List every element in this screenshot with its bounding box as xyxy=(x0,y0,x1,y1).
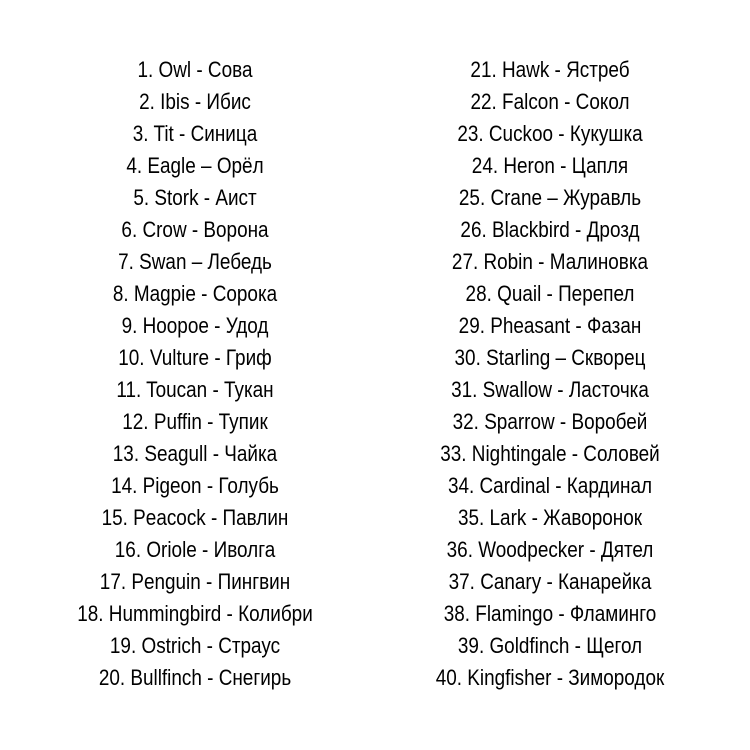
right-word-column xyxy=(400,54,700,694)
word-pair-item: 23. Cuckoo - Кукушка xyxy=(457,121,643,146)
word-pair-item: 29. Pheasant - Фазан xyxy=(458,313,642,338)
word-pair-item: 17. Penguin - Пингвин xyxy=(99,569,291,594)
word-pair-item: 27. Robin - Малиновка xyxy=(451,249,649,274)
word-pair-item: 7. Swan – Лебедь xyxy=(118,249,272,274)
word-pair-item: 39. Goldfinch - Щегол xyxy=(457,633,643,658)
word-pair-item: 9. Hoopoe - Удод xyxy=(121,313,269,338)
word-pair-item: 25. Crane – Журавль xyxy=(458,185,642,210)
word-pair-item: 1. Owl - Сова xyxy=(137,57,253,82)
word-pair-item: 35. Lark - Жаворонок xyxy=(457,505,643,530)
word-pair-item: 30. Starling – Скворец xyxy=(454,345,646,370)
word-pair-item: 4. Eagle – Орёл xyxy=(126,153,264,178)
word-pair-item: 11. Toucan - Тукан xyxy=(116,377,274,402)
word-pair-item: 2. Ibis - Ибис xyxy=(139,89,251,114)
word-pair-item: 22. Falcon - Сокол xyxy=(470,89,630,114)
word-pair-item: 28. Quail - Перепел xyxy=(465,281,635,306)
word-pair-item: 26. Blackbird - Дрозд xyxy=(460,217,640,242)
word-pair-item: 31. Swallow - Ласточка xyxy=(451,377,649,402)
word-pair-item: 3. Tit - Синица xyxy=(132,121,258,146)
word-pair-item: 12. Puffin - Тупик xyxy=(122,409,268,434)
word-pair-item: 5. Stork - Аист xyxy=(133,185,257,210)
word-pair-item: 6. Crow - Ворона xyxy=(121,217,269,242)
word-pair-item: 16. Oriole - Иволга xyxy=(114,537,276,562)
word-pair-item: 40. Kingfisher - Зимородок xyxy=(435,665,665,690)
word-pair-item: 18. Hummingbird - Колибри xyxy=(77,601,313,626)
word-pair-item: 36. Woodpecker - Дятел xyxy=(446,537,654,562)
word-pair-item: 10. Vulture - Гриф xyxy=(118,345,272,370)
word-pair-item: 21. Hawk - Ястреб xyxy=(470,57,630,82)
word-pair-item: 15. Peacock - Павлин xyxy=(101,505,289,530)
word-pair-item: 34. Cardinal - Кардинал xyxy=(447,473,653,498)
word-pair-item: 38. Flamingo - Фламинго xyxy=(443,601,657,626)
word-pair-item: 20. Bullfinch - Снегирь xyxy=(98,665,292,690)
word-pair-item: 24. Heron - Цапля xyxy=(471,153,629,178)
word-pair-item: 8. Magpie - Сорока xyxy=(112,281,278,306)
word-pair-item: 19. Ostrich - Страус xyxy=(109,633,281,658)
left-word-column xyxy=(35,54,355,694)
word-pair-item: 32. Sparrow - Воробей xyxy=(452,409,648,434)
word-pair-item: 14. Pigeon - Голубь xyxy=(111,473,279,498)
word-pair-item: 13. Seagull - Чайка xyxy=(112,441,278,466)
word-pair-item: 37. Canary - Канарейка xyxy=(448,569,652,594)
word-pair-item: 33. Nightingale - Соловей xyxy=(440,441,660,466)
